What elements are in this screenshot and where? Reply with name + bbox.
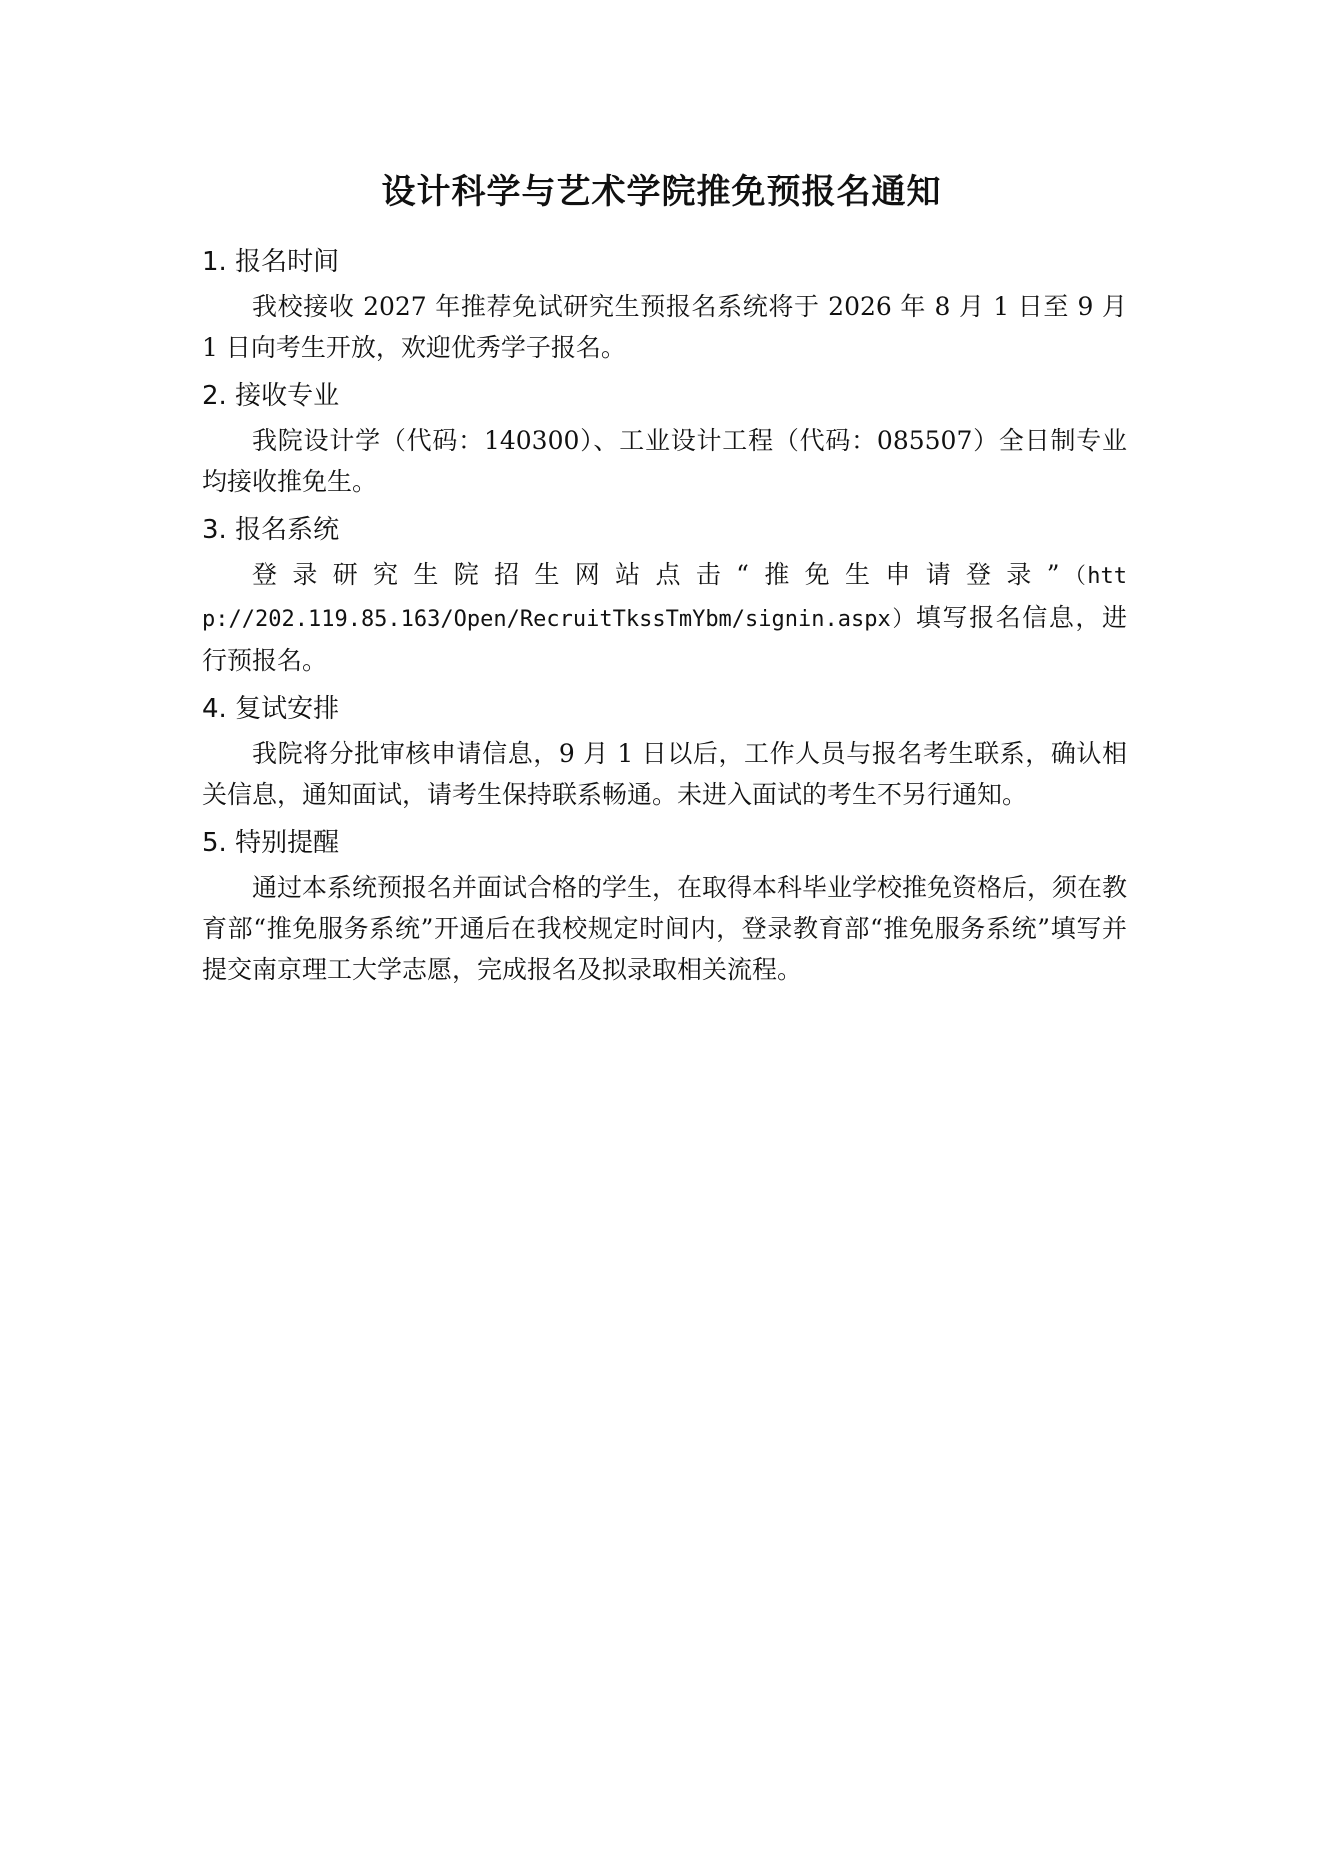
section-registration-system — [202, 508, 1127, 681]
paragraph-text: 登录研究生院招生网站点击“推免生申请登录” — [252, 560, 1074, 589]
section-paragraph: 我校接收 2027 年推荐免试研究生预报名系统将于 2026 年 8 月 1 日至 9 月 1 日向考生开放，欢迎优秀学子报名。 — [202, 292, 1127, 362]
section-interview-arrangement — [202, 687, 1127, 815]
section-heading: 5. 特别提醒 — [202, 828, 340, 858]
section-heading: 4. 复试安排 — [202, 694, 340, 724]
section-paragraph: 我院将分批审核申请信息，9 月 1 日以后，工作人员与报名考生联系，确认相关信息，通知面试，请考生保持联系畅通。未进入面试的考生不另行通知。 — [202, 739, 1127, 809]
section-heading: 1. 报名时间 — [202, 247, 340, 277]
paragraph-text: 填写报名信息，进行预报名。 — [202, 603, 1127, 675]
section-paragraph — [202, 554, 1127, 681]
section-registration-time — [202, 240, 1127, 368]
section-accepted-majors — [202, 374, 1127, 502]
document-title: 设计科学与艺术学院推免预报名通知 — [381, 172, 942, 212]
section-heading: 3. 报名系统 — [202, 515, 340, 545]
document-body — [202, 240, 1127, 996]
section-paragraph: 我院设计学（代码：140300）、工业设计工程（代码：085507）全日制专业均接收推免生。 — [202, 426, 1127, 496]
registration-url-link[interactable]: （http://202.119.85.163/Open/RecruitTkssTmYbm/signin.aspx） — [202, 564, 1127, 632]
section-heading: 2. 接收专业 — [202, 381, 340, 411]
section-paragraph: 通过本系统预报名并面试合格的学生，在取得本科毕业学校推免资格后，须在教育部“推免服务系统”开通后在我校规定时间内，登录教育部“推免服务系统”填写并提交南京理工大学志愿，完成报名及拟录取相关流程。 — [202, 873, 1128, 984]
section-special-reminder — [202, 821, 1127, 990]
